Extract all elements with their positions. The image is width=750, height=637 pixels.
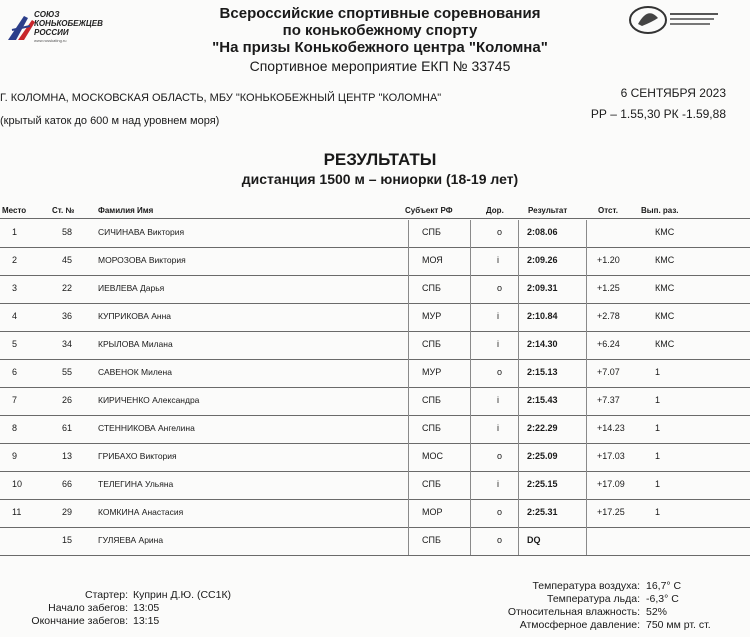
result-cell: 2:08.06 (527, 227, 558, 237)
records: РР – 1.55,30 РК -1.59,88 (590, 107, 726, 121)
name-cell: САВЕНОК Милена (98, 367, 172, 377)
event-date: 6 СЕНТЯБРЯ 2023 (620, 86, 726, 100)
name-cell: СТЕННИКОВА Ангелина (98, 423, 195, 433)
result-cell: DQ (527, 535, 541, 545)
rank-cell: КМС (655, 283, 675, 293)
region-cell: МУР (422, 367, 442, 377)
pair-cell: о (497, 227, 503, 237)
starter-label: Стартер: (84, 589, 128, 601)
region-cell: СПБ (422, 395, 441, 405)
rank-cell: 1 (655, 395, 661, 405)
event-code: Спортивное мероприятие ЕКП № 33745 (249, 58, 511, 74)
start-label: Начало забегов: (48, 602, 128, 614)
bib-cell: 58 (62, 227, 73, 237)
bib-cell: 29 (62, 507, 73, 517)
diff-cell: +1.25 (597, 283, 620, 293)
region-cell: МОЯ (422, 255, 443, 265)
rank-cell: КМС (655, 311, 675, 321)
ice-temp-label: Температура льда: (547, 593, 640, 605)
column-divider (586, 220, 587, 555)
table-row (0, 276, 750, 303)
region-cell: МОР (422, 507, 443, 517)
pair-cell: о (497, 451, 503, 461)
rank-cell: 1 (655, 423, 661, 433)
rink-info: (крытый каток до 600 м над уровнем моря) (0, 115, 220, 127)
table-row (0, 220, 750, 247)
pair-cell: i (497, 423, 499, 433)
col-rank: Вып. раз. (641, 206, 679, 215)
name-cell: ГУЛЯЕВА Арина (98, 535, 164, 545)
rank-cell: КМС (655, 227, 675, 237)
logo-site: www.russkating.ru (34, 38, 67, 43)
table-row (0, 528, 750, 555)
bib-cell: 66 (62, 479, 73, 489)
table-row (0, 416, 750, 443)
result-cell: 2:15.13 (527, 367, 558, 377)
start-value: 13:05 (133, 602, 160, 614)
diff-cell: +1.20 (597, 255, 620, 265)
region-cell: СПБ (422, 227, 441, 237)
diff-cell: +2.78 (597, 311, 620, 321)
column-divider (518, 220, 519, 555)
rank-cell: 1 (655, 367, 661, 377)
pair-cell: i (497, 395, 499, 405)
place-cell: 11 (12, 507, 22, 517)
bib-cell: 22 (62, 283, 73, 293)
column-divider (408, 220, 409, 555)
table-row (0, 388, 750, 415)
row-divider (0, 555, 750, 556)
table-row (0, 248, 750, 275)
place-cell: 9 (12, 451, 18, 461)
place-cell: 4 (12, 311, 18, 321)
region-cell: СПБ (422, 339, 441, 349)
col-pair: Дор. (486, 206, 504, 215)
col-diff: Отст. (598, 206, 618, 215)
bib-cell: 36 (62, 311, 73, 321)
pair-cell: i (497, 311, 499, 321)
pair-cell: о (497, 507, 503, 517)
rank-cell: 1 (655, 451, 661, 461)
name-cell: КОМКИНА Анастасия (98, 507, 184, 517)
distance-title: дистанция 1500 м – юниорки (18-19 лет) (241, 171, 519, 187)
starter-value: Куприн Д.Ю. (СС1К) (133, 589, 232, 601)
rank-cell: КМС (655, 255, 675, 265)
humidity-label: Относительная влажность: (507, 606, 640, 618)
diff-cell: +17.03 (597, 451, 625, 461)
result-cell: 2:25.15 (527, 479, 558, 489)
rank-cell: 1 (655, 507, 661, 517)
diff-cell: +17.25 (597, 507, 625, 517)
diff-cell: +6.24 (597, 339, 620, 349)
region-cell: СПБ (422, 423, 441, 433)
ice-temp-value: -6,3° С (646, 593, 679, 605)
col-region: Субъект РФ (405, 206, 453, 215)
event-title-line1: Всероссийские спортивные соревнования (219, 5, 541, 22)
diff-cell: +14.23 (597, 423, 625, 433)
table-row (0, 304, 750, 331)
bib-cell: 55 (62, 367, 73, 377)
bib-cell: 13 (62, 451, 73, 461)
result-cell: 2:22.29 (527, 423, 558, 433)
rank-cell: 1 (655, 479, 661, 489)
result-cell: 2:14.30 (527, 339, 558, 349)
name-cell: КРЫЛОВА Милана (98, 339, 173, 349)
air-temp-label: Температура воздуха: (532, 580, 640, 592)
place-cell: 3 (12, 283, 18, 293)
pressure-value: 750 мм рт. ст. (646, 619, 711, 631)
place-cell: 8 (12, 423, 18, 433)
pair-cell: о (497, 367, 503, 377)
bib-cell: 61 (62, 423, 73, 433)
col-place: Место (2, 206, 27, 215)
bib-cell: 26 (62, 395, 73, 405)
pair-cell: i (497, 255, 499, 265)
pair-cell: i (497, 479, 499, 489)
result-cell: 2:09.26 (527, 255, 558, 265)
place-cell: 7 (12, 395, 18, 405)
air-temp-value: 16,7° С (646, 580, 682, 592)
venue: Г. КОЛОМНА, МОСКОВСКАЯ ОБЛАСТЬ, МБУ "КОНЬКОБЕЖНЫЙ ЦЕНТР "КОЛОМНА" (0, 92, 442, 104)
name-cell: ГРИБАХО Виктория (98, 451, 177, 461)
name-cell: СИЧИНАВА Виктория (98, 227, 185, 237)
result-cell: 2:25.09 (527, 451, 558, 461)
col-name: Фамилия Имя (98, 206, 154, 215)
humidity-value: 52% (646, 606, 668, 618)
table-row (0, 332, 750, 359)
result-cell: 2:09.31 (527, 283, 558, 293)
result-cell: 2:25.31 (527, 507, 558, 517)
table-row (0, 444, 750, 471)
table-row (0, 472, 750, 499)
column-divider (470, 220, 471, 555)
diff-cell: +7.07 (597, 367, 620, 377)
col-result: Результат (528, 206, 568, 215)
result-cell: 2:15.43 (527, 395, 558, 405)
bib-cell: 45 (62, 255, 73, 265)
place-cell: 2 (12, 255, 18, 265)
diff-cell: +7.37 (597, 395, 620, 405)
pair-cell: о (497, 283, 503, 293)
name-cell: КИРИЧЕНКО Александра (98, 395, 200, 405)
place-cell: 6 (12, 367, 18, 377)
pair-cell: i (497, 339, 499, 349)
results-title: РЕЗУЛЬТАТЫ (323, 150, 437, 169)
table-row (0, 500, 750, 527)
pressure-label: Атмосферное давление: (519, 619, 640, 631)
diff-cell: +17.09 (597, 479, 625, 489)
region-cell: СПБ (422, 479, 441, 489)
name-cell: ТЕЛЕГИНА Ульяна (98, 479, 174, 489)
region-cell: СПБ (422, 283, 441, 293)
rank-cell: КМС (655, 339, 675, 349)
event-title-line2: по конькобежному спорту (282, 22, 478, 39)
pair-cell: о (497, 535, 503, 545)
end-label: Окончание забегов: (31, 615, 128, 627)
region-cell: СПБ (422, 535, 441, 545)
name-cell: ИЕВЛЕВА Дарья (98, 283, 165, 293)
bib-cell: 34 (62, 339, 73, 349)
table-row (0, 360, 750, 387)
bib-cell: 15 (62, 535, 73, 545)
name-cell: КУПРИКОВА Анна (98, 311, 172, 321)
place-cell: 5 (12, 339, 18, 349)
region-cell: МОС (422, 451, 443, 461)
place-cell: 10 (12, 479, 23, 489)
logo-text: СОЮЗ КОНЬКОБЕЖЦЕВ РОССИИ (34, 10, 103, 37)
col-bib: Ст. № (52, 206, 75, 215)
place-cell: 1 (12, 227, 18, 237)
event-title-line3: "На призы Конькобежного центра "Коломна" (212, 39, 548, 56)
name-cell: МОРОЗОВА Виктория (98, 255, 186, 265)
header-divider (0, 218, 750, 219)
end-value: 13:15 (133, 615, 160, 627)
result-cell: 2:10.84 (527, 311, 558, 321)
region-cell: МУР (422, 311, 442, 321)
